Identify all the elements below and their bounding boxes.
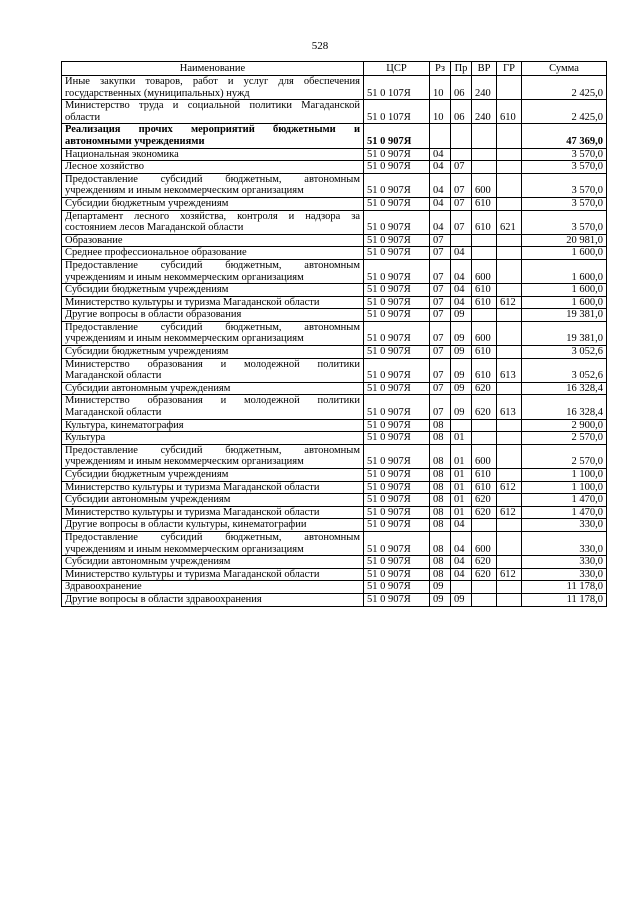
cell-name: Здравоохранение: [62, 581, 364, 594]
header-pr: Пр: [451, 62, 472, 76]
table-row: [62, 197, 607, 210]
cell-name: Министерство культуры и туризма Магаданской области: [62, 481, 364, 494]
cell-sum: 2 425,0: [522, 100, 607, 124]
cell-sum: 330,0: [522, 531, 607, 555]
cell-vr: 610: [472, 481, 497, 494]
table-row: [62, 148, 607, 161]
cell-csr: 51 0 907Я: [364, 419, 430, 432]
cell-vr: 600: [472, 531, 497, 555]
cell-sum: 330,0: [522, 556, 607, 569]
cell-sum: 1 100,0: [522, 469, 607, 482]
table-row: [62, 76, 607, 100]
cell-csr: 51 0 907Я: [364, 210, 430, 234]
cell-rz: 08: [430, 568, 451, 581]
cell-vr: [472, 419, 497, 432]
cell-rz: 07: [430, 321, 451, 345]
cell-gr: 621: [497, 210, 522, 234]
cell-gr: 612: [497, 506, 522, 519]
cell-sum: 1 100,0: [522, 481, 607, 494]
cell-name: Министерство образования и молодежной политики Магаданской области: [62, 395, 364, 419]
cell-rz: 04: [430, 210, 451, 234]
cell-csr: 51 0 907Я: [364, 309, 430, 322]
header-gr: ГР: [497, 62, 522, 76]
cell-sum: 47 369,0: [522, 124, 607, 148]
table-row: [62, 259, 607, 283]
cell-vr: [472, 432, 497, 445]
cell-sum: 3 052,6: [522, 346, 607, 359]
cell-name: Предоставление субсидий бюджетным, автономным учреждениям и иным некоммерческим организациям: [62, 444, 364, 468]
cell-sum: 1 600,0: [522, 296, 607, 309]
cell-vr: 620: [472, 494, 497, 507]
cell-gr: [497, 161, 522, 174]
cell-csr: 51 0 907Я: [364, 161, 430, 174]
cell-name: Субсидии автономным учреждениям: [62, 382, 364, 395]
cell-gr: [497, 382, 522, 395]
cell-pr: 04: [451, 284, 472, 297]
cell-name: Реализация прочих мероприятий бюджетными и автономными учреждениями: [62, 124, 364, 148]
cell-pr: 09: [451, 309, 472, 322]
cell-sum: 2 900,0: [522, 419, 607, 432]
cell-name: Предоставление субсидий бюджетным, автономным учреждениям и иным некоммерческим организациям: [62, 321, 364, 345]
cell-gr: [497, 444, 522, 468]
cell-name: Субсидии бюджетным учреждениям: [62, 469, 364, 482]
cell-csr: 51 0 107Я: [364, 76, 430, 100]
cell-rz: 08: [430, 432, 451, 445]
cell-csr: 51 0 907Я: [364, 382, 430, 395]
header-name: Наименование: [62, 62, 364, 76]
header-sum: Сумма: [522, 62, 607, 76]
table-row: [62, 506, 607, 519]
cell-vr: 240: [472, 100, 497, 124]
cell-pr: 04: [451, 519, 472, 532]
cell-csr: 51 0 907Я: [364, 321, 430, 345]
cell-csr: 51 0 907Я: [364, 296, 430, 309]
cell-gr: [497, 519, 522, 532]
cell-gr: [497, 432, 522, 445]
cell-pr: 09: [451, 395, 472, 419]
table-row: [62, 568, 607, 581]
cell-sum: 19 381,0: [522, 321, 607, 345]
cell-sum: 1 600,0: [522, 259, 607, 283]
cell-pr: 09: [451, 358, 472, 382]
cell-vr: [472, 593, 497, 606]
table-row: [62, 321, 607, 345]
cell-sum: 330,0: [522, 568, 607, 581]
table-row: [62, 124, 607, 148]
cell-rz: 08: [430, 444, 451, 468]
cell-vr: [472, 234, 497, 247]
cell-vr: [472, 581, 497, 594]
cell-sum: 2 425,0: [522, 76, 607, 100]
cell-vr: 610: [472, 210, 497, 234]
cell-rz: 07: [430, 346, 451, 359]
cell-name: Предоставление субсидий бюджетным, автономным учреждениям и иным некоммерческим организациям: [62, 173, 364, 197]
cell-vr: [472, 309, 497, 322]
cell-pr: [451, 148, 472, 161]
cell-rz: 08: [430, 519, 451, 532]
page-number: 528: [311, 40, 329, 52]
cell-vr: 620: [472, 382, 497, 395]
cell-sum: 3 570,0: [522, 161, 607, 174]
cell-pr: [451, 419, 472, 432]
cell-vr: 620: [472, 506, 497, 519]
cell-csr: 51 0 907Я: [364, 234, 430, 247]
cell-rz: 08: [430, 556, 451, 569]
cell-pr: 04: [451, 531, 472, 555]
cell-csr: 51 0 907Я: [364, 284, 430, 297]
cell-rz: [430, 124, 451, 148]
table-header-row: [62, 62, 607, 76]
cell-name: Национальная экономика: [62, 148, 364, 161]
cell-pr: 04: [451, 296, 472, 309]
cell-pr: 01: [451, 432, 472, 445]
cell-csr: 51 0 907Я: [364, 247, 430, 260]
cell-rz: 10: [430, 100, 451, 124]
cell-sum: 11 178,0: [522, 593, 607, 606]
cell-rz: 08: [430, 494, 451, 507]
cell-sum: 3 570,0: [522, 173, 607, 197]
cell-gr: [497, 469, 522, 482]
cell-rz: 07: [430, 309, 451, 322]
table-row: [62, 161, 607, 174]
cell-sum: 19 381,0: [522, 309, 607, 322]
cell-sum: 16 328,4: [522, 382, 607, 395]
cell-pr: 09: [451, 321, 472, 345]
cell-gr: [497, 76, 522, 100]
cell-gr: [497, 148, 522, 161]
cell-csr: 51 0 907Я: [364, 346, 430, 359]
cell-csr: 51 0 907Я: [364, 568, 430, 581]
cell-vr: 620: [472, 395, 497, 419]
table-row: [62, 419, 607, 432]
cell-csr: 51 0 907Я: [364, 506, 430, 519]
cell-gr: 612: [497, 296, 522, 309]
cell-rz: 09: [430, 593, 451, 606]
cell-rz: 07: [430, 234, 451, 247]
cell-gr: [497, 321, 522, 345]
header-csr: ЦСР: [364, 62, 430, 76]
cell-name: Субсидии бюджетным учреждениям: [62, 197, 364, 210]
cell-csr: 51 0 907Я: [364, 358, 430, 382]
cell-rz: 07: [430, 382, 451, 395]
cell-csr: 51 0 907Я: [364, 494, 430, 507]
cell-pr: [451, 581, 472, 594]
cell-vr: 610: [472, 284, 497, 297]
cell-sum: 2 570,0: [522, 432, 607, 445]
cell-rz: 07: [430, 296, 451, 309]
cell-sum: 1 600,0: [522, 247, 607, 260]
cell-name: Субсидии бюджетным учреждениям: [62, 284, 364, 297]
cell-name: Образование: [62, 234, 364, 247]
table-row: [62, 432, 607, 445]
table-row: [62, 494, 607, 507]
cell-gr: [497, 494, 522, 507]
cell-gr: [497, 346, 522, 359]
cell-rz: 07: [430, 259, 451, 283]
cell-csr: 51 0 907Я: [364, 197, 430, 210]
cell-gr: [497, 309, 522, 322]
cell-pr: 06: [451, 100, 472, 124]
cell-vr: 610: [472, 296, 497, 309]
cell-vr: 610: [472, 197, 497, 210]
cell-rz: 10: [430, 76, 451, 100]
cell-name: Министерство культуры и туризма Магаданской области: [62, 296, 364, 309]
cell-name: Другие вопросы в области образования: [62, 309, 364, 322]
cell-rz: 08: [430, 481, 451, 494]
cell-sum: 20 981,0: [522, 234, 607, 247]
cell-pr: 01: [451, 481, 472, 494]
cell-pr: 09: [451, 382, 472, 395]
cell-sum: 16 328,4: [522, 395, 607, 419]
cell-pr: 01: [451, 444, 472, 468]
cell-rz: 07: [430, 358, 451, 382]
cell-vr: 600: [472, 444, 497, 468]
cell-csr: 51 0 907Я: [364, 469, 430, 482]
cell-rz: 04: [430, 173, 451, 197]
cell-name: Лесное хозяйство: [62, 161, 364, 174]
table-row: [62, 346, 607, 359]
cell-sum: 3 052,6: [522, 358, 607, 382]
cell-name: Субсидии автономным учреждениям: [62, 556, 364, 569]
cell-vr: 600: [472, 321, 497, 345]
cell-pr: 04: [451, 247, 472, 260]
cell-vr: 610: [472, 346, 497, 359]
cell-vr: 240: [472, 76, 497, 100]
cell-csr: 51 0 907Я: [364, 432, 430, 445]
cell-gr: 612: [497, 481, 522, 494]
cell-sum: 3 570,0: [522, 148, 607, 161]
cell-rz: 08: [430, 506, 451, 519]
cell-name: Предоставление субсидий бюджетным, автономным учреждениям и иным некоммерческим организациям: [62, 531, 364, 555]
cell-rz: 08: [430, 469, 451, 482]
cell-gr: [497, 173, 522, 197]
table-row: [62, 556, 607, 569]
cell-name: Министерство культуры и туризма Магаданской области: [62, 568, 364, 581]
cell-pr: 04: [451, 556, 472, 569]
cell-name: Другие вопросы в области здравоохранения: [62, 593, 364, 606]
cell-rz: 09: [430, 581, 451, 594]
cell-rz: 04: [430, 161, 451, 174]
cell-gr: [497, 197, 522, 210]
cell-name: Предоставление субсидий бюджетным, автономным учреждениям и иным некоммерческим организациям: [62, 259, 364, 283]
cell-csr: 51 0 907Я: [364, 395, 430, 419]
table-row: [62, 210, 607, 234]
cell-csr: 51 0 907Я: [364, 593, 430, 606]
cell-csr: 51 0 907Я: [364, 581, 430, 594]
cell-gr: 610: [497, 100, 522, 124]
table-row: [62, 581, 607, 594]
cell-gr: 612: [497, 568, 522, 581]
budget-table: [61, 61, 607, 607]
cell-rz: 04: [430, 148, 451, 161]
cell-csr: 51 0 907Я: [364, 259, 430, 283]
table-row: [62, 100, 607, 124]
cell-pr: 09: [451, 346, 472, 359]
table-row: [62, 358, 607, 382]
cell-csr: 51 0 907Я: [364, 556, 430, 569]
cell-name: Субсидии бюджетным учреждениям: [62, 346, 364, 359]
cell-gr: 613: [497, 358, 522, 382]
cell-vr: [472, 161, 497, 174]
table-row: [62, 284, 607, 297]
cell-vr: [472, 148, 497, 161]
cell-name: Министерство труда и социальной политики Магаданской области: [62, 100, 364, 124]
table-row: [62, 481, 607, 494]
table-row: [62, 234, 607, 247]
cell-name: Культура: [62, 432, 364, 445]
cell-gr: [497, 531, 522, 555]
header-rz: Рз: [430, 62, 451, 76]
table-row: [62, 173, 607, 197]
cell-csr: 51 0 907Я: [364, 124, 430, 148]
cell-vr: 610: [472, 469, 497, 482]
cell-vr: [472, 124, 497, 148]
cell-vr: 610: [472, 358, 497, 382]
table-row: [62, 247, 607, 260]
cell-vr: 600: [472, 173, 497, 197]
table-row: [62, 444, 607, 468]
cell-name: Департамент лесного хозяйства, контроля и надзора за состоянием лесов Магаданской области: [62, 210, 364, 234]
cell-pr: [451, 234, 472, 247]
cell-sum: 3 570,0: [522, 197, 607, 210]
cell-gr: [497, 284, 522, 297]
cell-sum: 2 570,0: [522, 444, 607, 468]
cell-csr: 51 0 907Я: [364, 519, 430, 532]
table-row: [62, 309, 607, 322]
cell-sum: 3 570,0: [522, 210, 607, 234]
cell-rz: 04: [430, 197, 451, 210]
cell-pr: 01: [451, 469, 472, 482]
cell-gr: [497, 556, 522, 569]
cell-pr: 01: [451, 506, 472, 519]
cell-pr: 07: [451, 173, 472, 197]
cell-rz: 07: [430, 395, 451, 419]
cell-gr: [497, 124, 522, 148]
cell-sum: 1 470,0: [522, 494, 607, 507]
cell-rz: 07: [430, 284, 451, 297]
table-row: [62, 296, 607, 309]
cell-pr: 09: [451, 593, 472, 606]
cell-pr: 07: [451, 161, 472, 174]
cell-pr: 04: [451, 259, 472, 283]
cell-sum: 330,0: [522, 519, 607, 532]
cell-name: Культура, кинематография: [62, 419, 364, 432]
cell-gr: [497, 259, 522, 283]
cell-name: Субсидии автономным учреждениям: [62, 494, 364, 507]
cell-csr: 51 0 907Я: [364, 531, 430, 555]
table-row: [62, 395, 607, 419]
cell-gr: [497, 419, 522, 432]
cell-gr: [497, 247, 522, 260]
cell-name: Министерство образования и молодежной политики Магаданской области: [62, 358, 364, 382]
table-row: [62, 593, 607, 606]
cell-pr: 07: [451, 197, 472, 210]
cell-csr: 51 0 907Я: [364, 444, 430, 468]
cell-pr: 01: [451, 494, 472, 507]
cell-sum: 1 600,0: [522, 284, 607, 297]
cell-pr: 06: [451, 76, 472, 100]
cell-gr: 613: [497, 395, 522, 419]
header-vr: ВР: [472, 62, 497, 76]
cell-sum: 1 470,0: [522, 506, 607, 519]
cell-name: Среднее профессиональное образование: [62, 247, 364, 260]
cell-vr: 620: [472, 568, 497, 581]
cell-gr: [497, 234, 522, 247]
cell-gr: [497, 581, 522, 594]
cell-csr: 51 0 907Я: [364, 148, 430, 161]
cell-name: Другие вопросы в области культуры, кинематографии: [62, 519, 364, 532]
table-row: [62, 469, 607, 482]
cell-vr: 600: [472, 259, 497, 283]
table-row: [62, 531, 607, 555]
cell-vr: [472, 247, 497, 260]
cell-sum: 11 178,0: [522, 581, 607, 594]
cell-pr: [451, 124, 472, 148]
table-row: [62, 519, 607, 532]
table-row: [62, 382, 607, 395]
cell-rz: 08: [430, 531, 451, 555]
cell-vr: 620: [472, 556, 497, 569]
cell-gr: [497, 593, 522, 606]
cell-csr: 51 0 907Я: [364, 173, 430, 197]
cell-csr: 51 0 107Я: [364, 100, 430, 124]
cell-pr: 07: [451, 210, 472, 234]
cell-pr: 04: [451, 568, 472, 581]
cell-vr: [472, 519, 497, 532]
cell-rz: 08: [430, 419, 451, 432]
cell-csr: 51 0 907Я: [364, 481, 430, 494]
cell-name: Иные закупки товаров, работ и услуг для обеспечения государственных (муниципальных) нужд: [62, 76, 364, 100]
cell-name: Министерство культуры и туризма Магаданской области: [62, 506, 364, 519]
cell-rz: 07: [430, 247, 451, 260]
